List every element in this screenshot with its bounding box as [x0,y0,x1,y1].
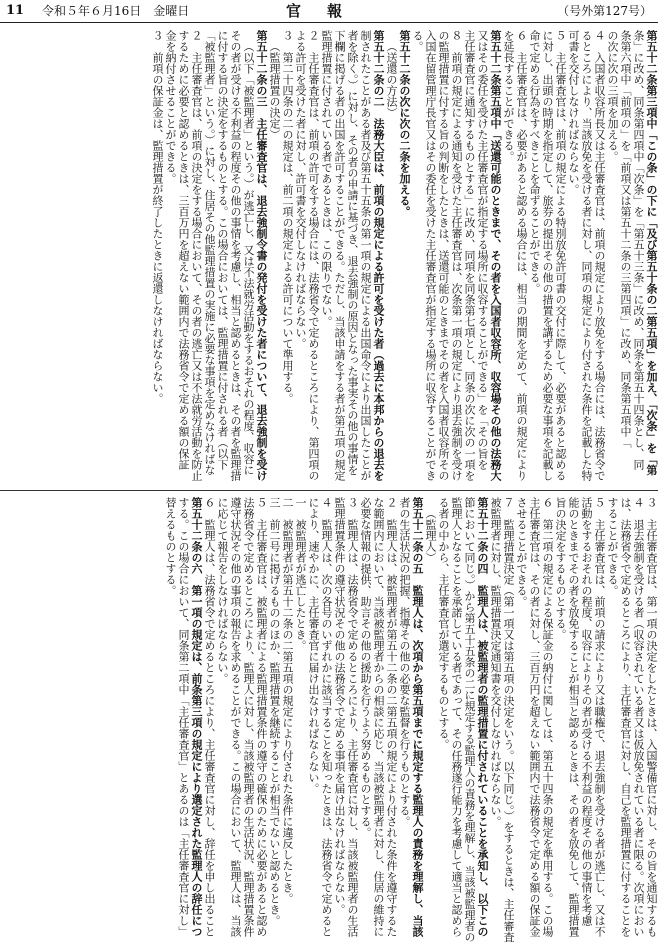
text-line: 主任審査官は、その者に対し、三百万円を超えない範囲内で法務省令で定める額の保証金 [528,497,541,937]
text-line: に付する旨の決定をするものとする。この場合においては、監理措置に付される者（以下 [216,30,229,470]
tier-divider [0,490,658,491]
text-line: ６ 第二項の規定による保証金の納付に関しては、第五十四条の規定を準用する。この場 [541,497,554,937]
text-line: 第五十二条の五 監理人は、次項から第五項までに規定する監理人の責務を理解し、当該 [411,497,424,937]
text-line: ４ 入国者収容所長又は主任審査官は、前項の規定により放免をする場合には、法務省令で [593,30,606,481]
text-line: その者が受ける不利益の程度その他の事情を考慮し、相当と認めるときは、その者を監理措 [229,30,242,481]
text-line: よる許可を受けた者に対し、許可書を交付しなければならない。 [294,30,307,349]
text-line: ４ 退去強制を受ける者（収容されている者又は仮放免されている者に限る。次項におい [632,497,645,937]
text-line: ３ 主任審査官は、第一項の決定をしたときは、入国警備官に対し、その旨を通知するも [645,497,658,937]
text-line: 能のときまでその者を放免することが相当と認めるときは、その者を放免して、監理措置 [567,497,580,937]
text-line: 制されたことがある者及び第五十五条の第一項の規定による出国命令により出国したことが [359,30,372,481]
text-line: ５ 主任審査官は、被監理者による監理措置条件の遵守の確保のために必要があると認め [255,497,268,937]
text-line: の次に次の三項を加える。 [606,30,619,162]
text-line: 命で定める行為をすべきことを命ずることができる。 [528,30,541,294]
text-line: な範囲内において、当該被監理者からの相談に応じ、当該被監理者に対し、住居の維持に [372,497,385,937]
text-line: る者の中から、主任審査官が選定するものとする。 [437,497,450,750]
text-line: 第五十二条の三 主任審査官は、退去強制令書の発付を受けた者について、退去強制を受け [255,30,268,481]
text-line: は、法務省令で定めるところにより、主任審査官に対し、自己を監理措置に付することを [619,497,632,937]
text-line: 金を納付させることができる。 [164,30,177,184]
page-header [0,0,658,23]
text-line: 一 被監理者が逃亡したとき。 [294,497,307,651]
text-line: 遵守状況その他の事項の報告を求めることができる。この場合において、監理人は、当該 [229,497,242,937]
text-line: る。 [411,30,424,52]
text-line: 条」に改め、同条第四項中「次条」を「第五十三条」に改め、同条を第五十四条とし、同 [632,30,645,470]
text-line: 旨の決定をするものとする。 [554,497,567,640]
text-line: 者を除く。）に対し、その者の申請に基づき、退去強制の原因となった事実その他の事情を [346,30,359,476]
text-line: 者の生活状況の把握、指導その他の必要な監督を行うものとする。 [398,497,411,827]
text-line: 替えるものとする。 [164,497,177,596]
text-line: 第五十二条第三項中「この条」の下に「及び第五十条の二第五項」を加え、「次条」を「第 [645,30,658,476]
text-line: する。この場合において、同条第二項中「主任審査官」とあるのは「主任審査官に対し」 [177,497,190,937]
text-line: するために必要と認めるときは、三百万円を超えない範囲内で法務省令で定める額の保証 [177,30,190,470]
text-line: 第五十二条の次に次の二条を加える。 [398,30,411,217]
text-line: を延長することができる。 [502,30,515,162]
text-line: させることができる。 [515,497,528,607]
text-line: 第五十二条の四 監理人は、被監理者の監理措置に付されていることを承知し、以下この [476,497,489,937]
text-line: （監理措置の決定） [268,41,281,140]
text-line: 条第六項中「前項の」を「前項又は第五十二条の三第四項」に改め、同条第五項中「 [619,30,632,448]
text-line: 監理措置に付されている者であるときは、この限りでない。 [320,30,333,327]
text-line: 第五十二条の六 第一項の規定は、前条第三項の規定により選定された監理人の辞任につ [190,497,203,937]
text-line: ５ 主任審査官は、前項の請求により又は職権で、退去強制を受ける者が逃亡し、又は不 [593,497,606,937]
text-line: 入国在留管理庁長官又はその委任を受けた主任審査官が指定する場所に収容することができ [424,30,437,481]
text-line: 三 前二号に掲げるもののほか、監理措置を継続することが相当でないと認めるとき。 [268,497,281,926]
extra-issue-number: （号外第127号） [557,4,652,18]
text-line: 被監理者に対し、監理措置決定通知書を交付しなければならない。 [489,497,502,827]
text-line: 又はその委任を受けた主任審査官が指定する場所に収容することができる」を「その旨を [476,30,489,470]
text-line: ８ 前項の規定による通知を受けた主任審査官は、次条第一項の規定により退去強制を受け [450,30,463,481]
text-line: に対し、出頭の時期を指定して、旅券の提出その他の措置を講ずるため必要な事項を記載し [541,30,554,481]
issue-date: 令和５年６月16日 金曜日 [42,4,190,18]
text-line: ６ 主任審査官は、必要があると認める場合には、相当の期間を定めて、前項の規定により [515,30,528,481]
text-line: （以下「被監理者」という。）が逃亡し、又は不法就労活動をするおそれの程度、収容に [242,41,255,476]
text-line: ７ 監理措置決定（第一項又は第五項の決定をいう。以下同じ。）をするときは、主任審査 [502,497,515,943]
text-line: 二 被監理者が第五十二条の二第五項の規定により付された条件に違反したとき。 [281,497,294,904]
text-line: 下欄に掲げる者の出国を許可することができる。ただし、当該申請をする者が第五項の規定 [333,30,346,481]
text-line: の監理措置に付する旨の判断をしたときは、送還可能のときまでその者を入国者収容所その [437,30,450,481]
gazette-title: 官報 [286,2,369,20]
text-line: るところにより、当該放免を受ける者に対し、同項の規定により付された条件を記載した特 [580,30,593,481]
text-line: 必要な情報の提供、助言その他の援助を行うよう努めるものとする。 [359,497,372,838]
text-line: により、速やかに、主任審査官に届け出なければならない。 [307,497,320,794]
text-line: ４ 監理人は、次の各号のいずれかに該当することを知ったときは、法務省令で定めると [320,497,333,937]
text-line: （送還の方法） [385,41,398,118]
text-line: 活動をするおそれの程度、収容によりその者が受ける不利益の程度その他の事情を考慮 [580,497,593,926]
text-line: 法務省令で定めるところにより、監理人に対し、当該被監理者の生活状況、監理措置条件 [242,497,255,937]
text-line: ２ 主任審査官は、前項の決定をする場合において、その者の逃亡又は不法就労活動を防止 [190,30,203,481]
text-line: ２ 主任審査官は、前項の許可をする場合には、法務省令で定めるところにより、第四項の [307,30,320,481]
text-line: ３ 前項の保証金は、監理措置が終了したときに返還しなければならない。 [151,30,164,404]
text-line: 「被監理者」という。）に対し、住居その他監理措置の実施に必要な事項を定めなければな [203,30,216,476]
text-line: ６ 監理人は、法務省令で定めるところにより、主任審査官に対し、辞任を申し出ること [203,497,216,937]
text-line: 第五十二条第五項中「送還可能のときまで、その者を入国者収容所、収容場その他の法務大 [489,30,502,481]
text-line: （監理人） [424,508,437,563]
upper-text-block [0,30,658,486]
text-line: ３ 監理人は、法務省令で定めるところにより、主任審査官に対し、当該被監理者の生活 [346,497,359,937]
text-line: ５ 主任審査官は、前項の規定による特別放免許可書の交付に際して、必要があると認める [554,30,567,481]
text-line: 可書を交付しなければならない。 [567,30,580,195]
text-line: 節において同じ。）から第五十五条の二に規定する監理人の責務を理解し、当該被監理者の [463,497,476,943]
text-line: 主任審査官に通知するものとする」に改め、同項を同条第七項とし、同条の次に次の一項を [463,30,476,481]
text-line: 監理措置条件の遵守状況その他の法務省令で定める事項を届け出なければならない。 [333,497,346,915]
text-line: 監理人となることを承諾している者であって、その任務遂行能力を考慮して適当と認めら [450,497,463,937]
page-number: 11 [6,3,25,18]
text-line: ２ 監理人は、被監理者が第五十二条の二第五項の規定により付された条件を遵守するた [385,497,398,937]
text-line: ３ 第二十四条の二の規定は、前二項の規定による許可について準用する。 [281,30,294,404]
lower-text-block [0,497,658,945]
text-line: することができる。 [606,497,619,596]
text-line: 第五十二条の二 法務大臣は、前項の規定による許可を受けた者（過去に本邦からの退去を [372,30,385,481]
text-line: に応じて報告をしなければならない。 [216,497,229,684]
